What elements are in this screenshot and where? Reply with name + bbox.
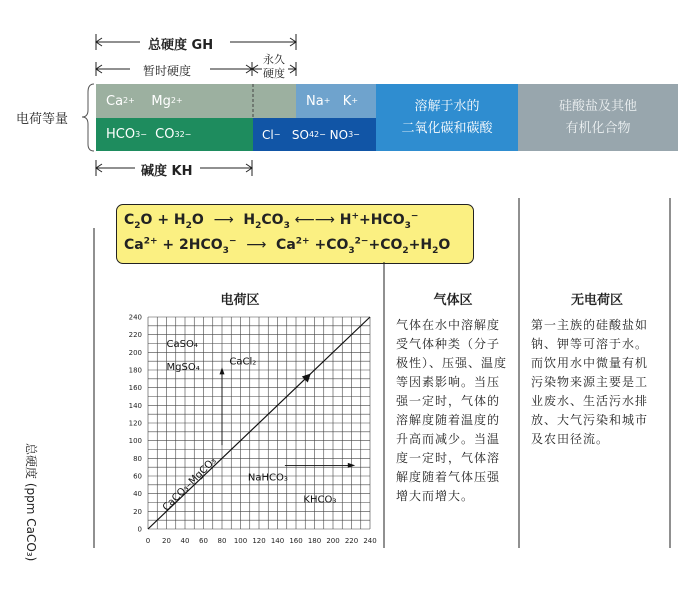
y-tick-label: 180 — [128, 366, 142, 375]
y-tick-label: 160 — [128, 384, 142, 393]
x-tick-label: 0 — [145, 537, 151, 545]
gas-zone-text: 气体在水中溶解度受气体种类（分子极性）、压强、温度等因素影响。当压强一定时，气体的溶解度随着温度的升高而减少。当温度一定时，气体溶解度随着气体压强增大而增大。 — [396, 318, 508, 503]
cation-na-k: Na + K + — [306, 93, 359, 109]
dissolved-co2-line1: 溶解于水的 — [414, 98, 480, 114]
alkalinity-label: 碱度 KH — [141, 164, 193, 179]
x-tick-label: 220 — [344, 537, 359, 545]
x-tick-label: 60 — [199, 537, 208, 545]
x-tick-label: 120 — [252, 537, 266, 545]
x-tick-label: 240 — [363, 537, 377, 545]
y-tick-label: 220 — [128, 331, 142, 340]
permanent-hardness-label-2: 硬度 — [263, 67, 285, 80]
chart-annotation: NaHCO₃ — [247, 472, 288, 484]
gas-zone-title: 气体区 — [433, 293, 473, 308]
permanent-hardness-label-1: 永久 — [263, 53, 285, 66]
chart-annotation: MgSO₄ — [166, 362, 200, 373]
charge-equivalent-label: 电荷等量 — [16, 112, 69, 127]
anion-cl-so4-no3: Cl − SO 4 2− NO 3 − — [262, 127, 360, 142]
chart-annotation: KHCO₃ — [303, 494, 337, 506]
y-tick-label: 200 — [128, 348, 142, 357]
y-tick-label: 140 — [128, 401, 142, 410]
x-tick-label: 80 — [217, 537, 227, 545]
uncharged-zone-title: 无电荷区 — [570, 293, 623, 308]
equation-1: $C_2O + H_2O$ ⟶ $H_2CO_3$ ⟵⟶ $H^++HCO_3^-$ — [124, 211, 419, 231]
x-tick-label: 100 — [233, 537, 248, 545]
uncharged-zone-text: 第一主族的硅酸盐如钠、钾等可溶于水。而饮用水中微量有机污染物来源主要是工业废水、生活污水排放、大气污染和城市及农田径流。 — [531, 318, 649, 446]
chart-annotation: CaCl₂ — [229, 356, 257, 368]
x-tick-label: 40 — [180, 537, 190, 545]
charged-zone-title: 电荷区 — [220, 293, 260, 308]
x-tick-label: 160 — [289, 537, 303, 545]
dissolved-co2-line2: 二氧化碳和碳酸 — [401, 120, 493, 136]
y-tick-label: 40 — [133, 490, 142, 499]
y-tick-label: 0 — [137, 525, 142, 534]
temporary-hardness-label: 暂时硬度 — [143, 64, 192, 78]
y-tick-label: 60 — [133, 472, 142, 481]
x-tick-label: 180 — [307, 537, 322, 545]
up-arrowhead — [220, 367, 225, 374]
total-hardness-label: 总硬度 GH — [148, 38, 214, 53]
silicates-line1: 硅酸盐及其他 — [558, 98, 637, 114]
chart-annotation: CaCO₃–MgCO₃ — [160, 455, 219, 514]
x-tick-label: 140 — [270, 537, 285, 545]
chart-annotation: CaSO₄ — [166, 339, 198, 351]
anion-hco3-co3: HCO 3 − CO 3 2− — [106, 127, 192, 142]
equation-2: $Ca^{2+} + 2HCO_3^-$ ⟶ $Ca^{2+} +CO_3^{2-}+CO_2+H_2O$ — [124, 236, 451, 256]
cation-ca-mg: Ca 2+ Mg 2+ — [106, 93, 183, 109]
y-tick-label: 240 — [128, 313, 142, 322]
x-tick-label: 200 — [326, 537, 340, 545]
silicates-line2: 有机化合物 — [565, 120, 631, 136]
chart-ylabel: 总硬度 (ppm CaCO₃) — [24, 443, 38, 562]
y-tick-label: 100 — [128, 437, 142, 446]
y-tick-label: 120 — [128, 419, 142, 428]
x-tick-label: 20 — [162, 537, 171, 545]
y-tick-label: 20 — [133, 507, 142, 516]
y-tick-label: 80 — [133, 454, 142, 463]
